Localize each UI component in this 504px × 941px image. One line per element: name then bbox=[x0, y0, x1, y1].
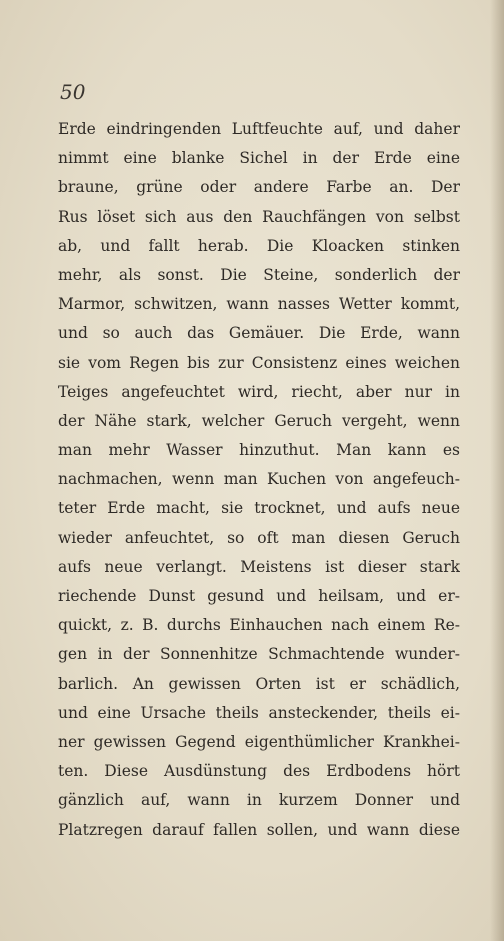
text-line: Marmor, schwitzen, wann nasses Wetter kommt, bbox=[58, 295, 460, 314]
text-line: und eine Ursache theils ansteckender, theils ei- bbox=[58, 703, 460, 722]
text-line: teter Erde macht, sie trocknet, und aufs neue bbox=[58, 499, 460, 518]
text-line: riechende Dunst gesund und heilsam, und er- bbox=[58, 587, 460, 605]
text-line: nachmachen, wenn man Kuchen von angefeuch- bbox=[58, 470, 460, 489]
text-line: aufs neue verlangt. Meistens ist dieser stark bbox=[58, 557, 460, 576]
text-line: Rus löset sich aus den Rauchfängen von selbst bbox=[58, 207, 460, 226]
text-line: und so auch das Gemäuer. Die Erde, wann bbox=[58, 324, 460, 343]
text-line: Platzregen darauf fallen sollen, und wann diese bbox=[58, 820, 460, 839]
text-line: gänzlich auf, wann in kurzem Donner und bbox=[58, 791, 460, 810]
text-line: barlich. An gewissen Orten ist er schädlich, bbox=[58, 674, 460, 693]
text-line: sie vom Regen bis zur Consistenz eines weichen bbox=[58, 353, 460, 372]
page-gutter-shadow bbox=[490, 0, 504, 941]
text-line: man mehr Wasser hinzuthut. Man kann es bbox=[58, 441, 460, 460]
text-line: gen in der Sonnenhitze Schmachtende wunder- bbox=[58, 645, 460, 664]
text-line: wieder anfeuchtet, so oft man diesen Geruch bbox=[58, 528, 460, 547]
page-number: 50 bbox=[60, 80, 86, 104]
text-line: mehr, als sonst. Die Steine, sonderlich der bbox=[58, 265, 460, 284]
text-line: Erde eindringenden Luftfeuchte auf, und daher bbox=[58, 120, 460, 138]
text-line: der Nähe stark, welcher Geruch vergeht, wenn bbox=[58, 411, 460, 430]
text-line: quickt, z. B. durchs Einhauchen nach einem Re- bbox=[58, 616, 460, 635]
text-line: nimmt eine blanke Sichel in der Erde eine bbox=[58, 149, 460, 168]
body-text bbox=[58, 115, 460, 845]
text-line: braune, grüne oder andere Farbe an. Der bbox=[58, 178, 460, 197]
text-line: Teiges angefeuchtet wird, riecht, aber nur in bbox=[58, 382, 460, 401]
text-line: ab, und fallt herab. Die Kloacken stinken bbox=[58, 236, 460, 255]
text-line: ten. Diese Ausdünstung des Erdbodens hört bbox=[58, 762, 460, 781]
text-line: ner gewissen Gegend eigenthümlicher Krankhei- bbox=[58, 732, 460, 751]
